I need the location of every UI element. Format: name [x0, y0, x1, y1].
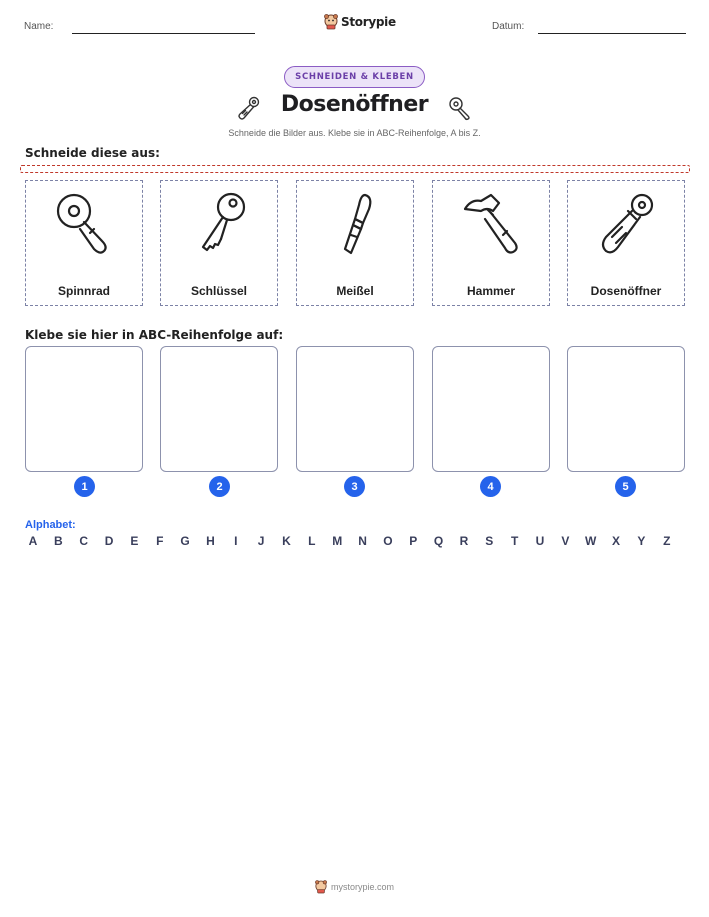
alphabet-letter: G [180, 534, 190, 548]
worksheet-header [24, 14, 686, 40]
alphabet-letter: E [130, 534, 139, 548]
alphabet-letter: V [561, 534, 570, 548]
alphabet-letter: J [257, 534, 265, 548]
can-opener-icon [592, 189, 662, 259]
alphabet-title: Alphabet: [25, 519, 76, 531]
pizza-cutter-icon [50, 189, 120, 259]
cut-section-heading: Schneide diese aus: [25, 146, 160, 160]
paste-slot[interactable] [567, 346, 685, 472]
alphabet-letter: X [612, 534, 621, 548]
brand-name: Storypie [341, 15, 396, 29]
slot-number-badge: 4 [480, 476, 501, 497]
storypie-mascot-icon [315, 880, 327, 894]
alphabet-letter: N [358, 534, 367, 548]
card-label: Dosenöffner [590, 284, 662, 298]
slot-number-badge: 2 [209, 476, 230, 497]
cut-card-schluessel[interactable] [160, 180, 278, 306]
alphabet-row [25, 534, 685, 550]
cut-card-dosenoeffner[interactable] [567, 180, 685, 306]
brand-logo [324, 14, 396, 30]
alphabet-letter: F [156, 534, 164, 548]
card-label: Meißel [336, 284, 374, 298]
paste-slot[interactable] [160, 346, 278, 472]
card-label: Hammer [466, 284, 516, 298]
paste-section-heading: Klebe sie hier in ABC-Reihenfolge auf: [25, 328, 284, 342]
chisel-icon [321, 189, 391, 259]
alphabet-letter: K [282, 534, 291, 548]
alphabet-letter: A [28, 534, 38, 548]
alphabet-letter: C [79, 534, 89, 548]
alphabet-letter: Q [433, 534, 444, 548]
alphabet-letter: L [308, 534, 316, 548]
alphabet-letter: Y [637, 534, 646, 548]
cut-card-meissel[interactable] [296, 180, 414, 306]
footer-site: mystorypie.com [330, 882, 394, 892]
alphabet-letter: D [104, 534, 114, 548]
alphabet-letter: S [485, 534, 494, 548]
cut-line [20, 165, 690, 173]
footer [0, 880, 709, 894]
date-line [538, 33, 686, 34]
instructions: Schneide die Bilder aus. Klebe sie in ABC-Reihenfolge, A bis Z. [228, 128, 481, 138]
slot-number-badge: 3 [344, 476, 365, 497]
slot-number-badge: 5 [615, 476, 636, 497]
name-label: Name: [24, 21, 54, 32]
date-label: Datum: [492, 21, 525, 32]
alphabet-letter: W [585, 534, 597, 548]
card-label: Schlüssel [190, 284, 248, 298]
activity-tag: SCHNEIDEN & KLEBEN [284, 66, 425, 88]
cut-card-hammer[interactable] [432, 180, 550, 306]
pizza-cutter-icon [446, 94, 474, 122]
name-line [72, 33, 255, 34]
alphabet-letter: H [206, 534, 215, 548]
alphabet-letter: O [383, 534, 393, 548]
hammer-icon [457, 189, 527, 259]
alphabet-letter: R [459, 534, 469, 548]
alphabet-letter: I [234, 534, 238, 548]
paste-slot[interactable] [432, 346, 550, 472]
alphabet-letter: Z [663, 534, 671, 548]
alphabet-letter: T [510, 534, 519, 548]
alphabet-letter: U [535, 534, 545, 548]
alphabet-letter: M [332, 534, 343, 548]
slot-number-badge: 1 [74, 476, 95, 497]
alphabet-letter: B [54, 534, 63, 548]
storypie-mascot-icon [324, 14, 338, 30]
paste-slot[interactable] [25, 346, 143, 472]
card-label: Spinnrad [57, 284, 110, 298]
page-title: Dosenöffner [280, 92, 429, 117]
paste-slot[interactable] [296, 346, 414, 472]
key-icon [185, 189, 255, 259]
alphabet-letter: P [409, 534, 418, 548]
cut-card-spinnrad[interactable] [25, 180, 143, 306]
